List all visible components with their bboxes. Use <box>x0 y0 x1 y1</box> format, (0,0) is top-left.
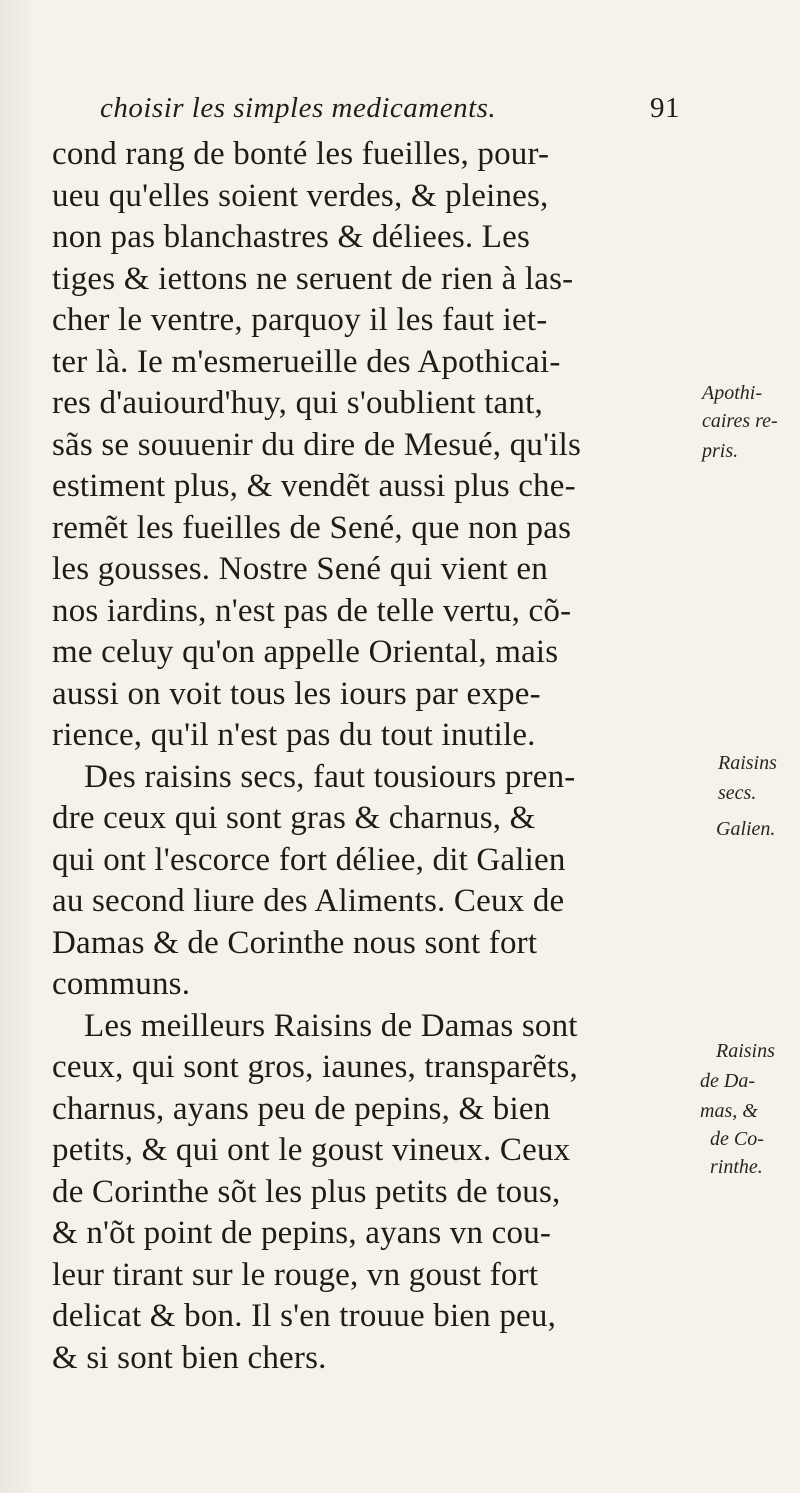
margin-note: Raisins <box>716 1040 775 1062</box>
text-line: rience, qu'il n'est pas du tout inutile. <box>52 717 536 753</box>
text-line: cher le ventre, parquoy il les faut iet- <box>52 302 548 338</box>
text-line: res d'auiourd'huy, qui s'oublient tant, <box>52 385 543 421</box>
text-line: cond rang de bonté les fueilles, pour- <box>52 136 550 172</box>
margin-note: pris. <box>702 440 739 462</box>
text-line: charnus, ayans peu de pepins, & bien <box>52 1090 551 1127</box>
text-line: ter là. Ie m'esmerueille des Apothicai- <box>52 343 561 380</box>
text-line: non pas blanchastres & déliees. Les <box>52 219 531 255</box>
margin-note: de Co- <box>710 1128 764 1150</box>
text-line: & n'õt point de pepins, ayans vn cou- <box>52 1215 552 1251</box>
margin-note: Raisins <box>718 752 777 774</box>
margin-note: Galien. <box>716 818 776 840</box>
text-line: sãs se souuenir du dire de Mesué, qu'ils <box>52 426 582 463</box>
text-line: qui ont l'escorce fort déliee, dit Galien <box>52 841 566 878</box>
text-line: Des raisins secs, faut tousiours pren- <box>84 758 576 795</box>
text-line: leur tirant sur le rouge, vn goust fort <box>52 1256 539 1293</box>
text-line: de Corinthe sõt les plus petits de tous, <box>52 1173 561 1210</box>
text-line: me celuy qu'on appelle Oriental, mais <box>52 634 559 670</box>
text-line: au second liure des Aliments. Ceux de <box>52 883 565 919</box>
text-line: nos iardins, n'est pas de telle vertu, cõ- <box>52 592 572 629</box>
text-line: les gousses. Nostre Sené qui vient en <box>52 551 548 587</box>
page-gutter-shadow <box>0 0 36 1493</box>
text-line: communs. <box>52 966 191 1002</box>
margin-note: mas, & <box>700 1100 758 1122</box>
page-number: 91 <box>650 92 680 124</box>
running-head <box>100 92 680 126</box>
text-line: tiges & iettons ne seruent de rien à las- <box>52 260 574 297</box>
text-line: dre ceux qui sont gras & charnus, & <box>52 800 536 836</box>
margin-note: secs. <box>718 782 757 804</box>
text-line: ceux, qui sont gros, iaunes, transparẽts, <box>52 1049 579 1085</box>
margin-note: caires re- <box>702 410 778 432</box>
text-line: aussi on voit tous les iours par expe- <box>52 675 541 712</box>
body-text <box>52 134 692 1379</box>
margin-note: de Da- <box>700 1070 755 1092</box>
margin-note: Apothi- <box>702 382 762 404</box>
text-line: estiment plus, & vendẽt aussi plus che- <box>52 468 576 504</box>
text-line: ueu qu'elles soient verdes, & pleines, <box>52 177 549 214</box>
text-line: delicat & bon. Il s'en trouue bien peu, <box>52 1298 557 1334</box>
margin-note: rinthe. <box>710 1156 763 1178</box>
text-line: Damas & de Corinthe nous sont fort <box>52 924 538 961</box>
text-line: & si sont bien chers. <box>52 1339 327 1376</box>
text-line: Les meilleurs Raisins de Damas sont <box>84 1007 578 1044</box>
running-head-title: choisir les simples medicaments. <box>100 92 497 124</box>
text-line: petits, & qui ont le goust vineux. Ceux <box>52 1132 571 1168</box>
text-line: remẽt les fueilles de Sené, que non pas <box>52 509 572 546</box>
